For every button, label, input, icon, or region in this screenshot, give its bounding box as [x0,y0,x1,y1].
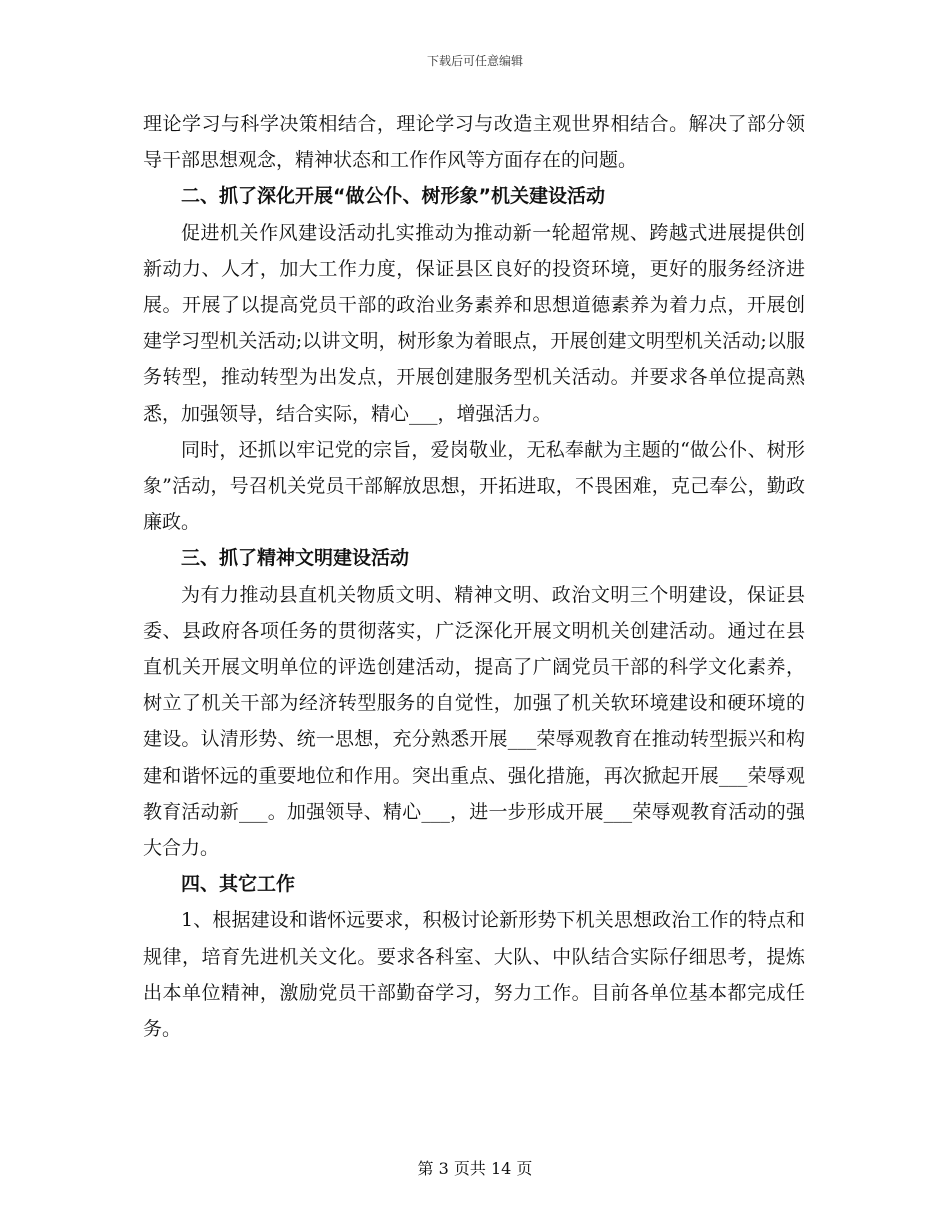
paragraph-other-work: 1、根据建设和谐怀远要求，积极讨论新形势下机关思想政治工作的特点和规律，培育先进机关文化。要求各科室、大队、中队结合实际仔细思考，提炼出本单位精神，激励党员干部勤奋学习，努力工作。目前各单位基本都完成任务。 [143,909,805,1041]
paragraph-continuation: 理论学习与科学决策相结合，理论学习与改造主观世界相结合。解决了部分领导干部思想观念，精神状态和工作作风等方面存在的问题。 [143,113,805,172]
page-header: 下载后可任意编辑 [426,54,523,68]
paragraph-civilization: 为有力推动县直机关物质文明、精神文明、政治文明三个明建设，保证县委、县政府各项任务的贯彻落实，广泛深化开展文明机关创建活动。通过在县直机关开展文明单位的评选创建活动，提高了广阔党员干部的科学文化素养，树立了机关干部为经济转型服务的自觉性，加强了机关软环境建设和硬环境的建设。认清形势、统一思想，充分熟悉开展___荣辱观教育在推动转型振兴和构建和谐怀远的重要地位和作用。突出重点、强化措施，再次掀起开展___荣辱观教育活动新___。加强领导、精心___，进一步形成开展___荣辱观教育活动的强大合力。 [143,583,805,860]
paragraph-org-style: 促进机关作风建设活动扎实推动为推动新一轮超常规、跨越式进展提供创新动力、人才，加大工作力度，保证县区良好的投资环境，更好的服务经济进展。开展了以提高党员干部的政治业务素养和思想道德素养为着力点，开展创建学习型机关活动;以讲文明，树形象为着眼点，开展创建文明型机关活动;以服务转型，推动转型为出发点，开展创建服务型机关活动。并要求各单位提高熟悉，加强领导，结合实际，精心___，增强活力。 [143,221,805,425]
page-footer: 第 3 页共 14 页 [417,1159,533,1178]
section-heading-3: 三、抓了精神文明建设活动 [181,547,410,570]
section-heading-4: 四、其它工作 [181,873,296,896]
paragraph-public-servant: 同时，还抓以牢记党的宗旨，爱岗敬业，无私奉献为主题的“做公仆、树形象”活动，号召机关党员干部解放思想，开拓进取，不畏困难，克己奉公，勤政廉政。 [143,438,805,534]
section-heading-2: 二、抓了深化开展“做公仆、树形象”机关建设活动 [181,185,605,208]
document-body [143,106,805,1047]
